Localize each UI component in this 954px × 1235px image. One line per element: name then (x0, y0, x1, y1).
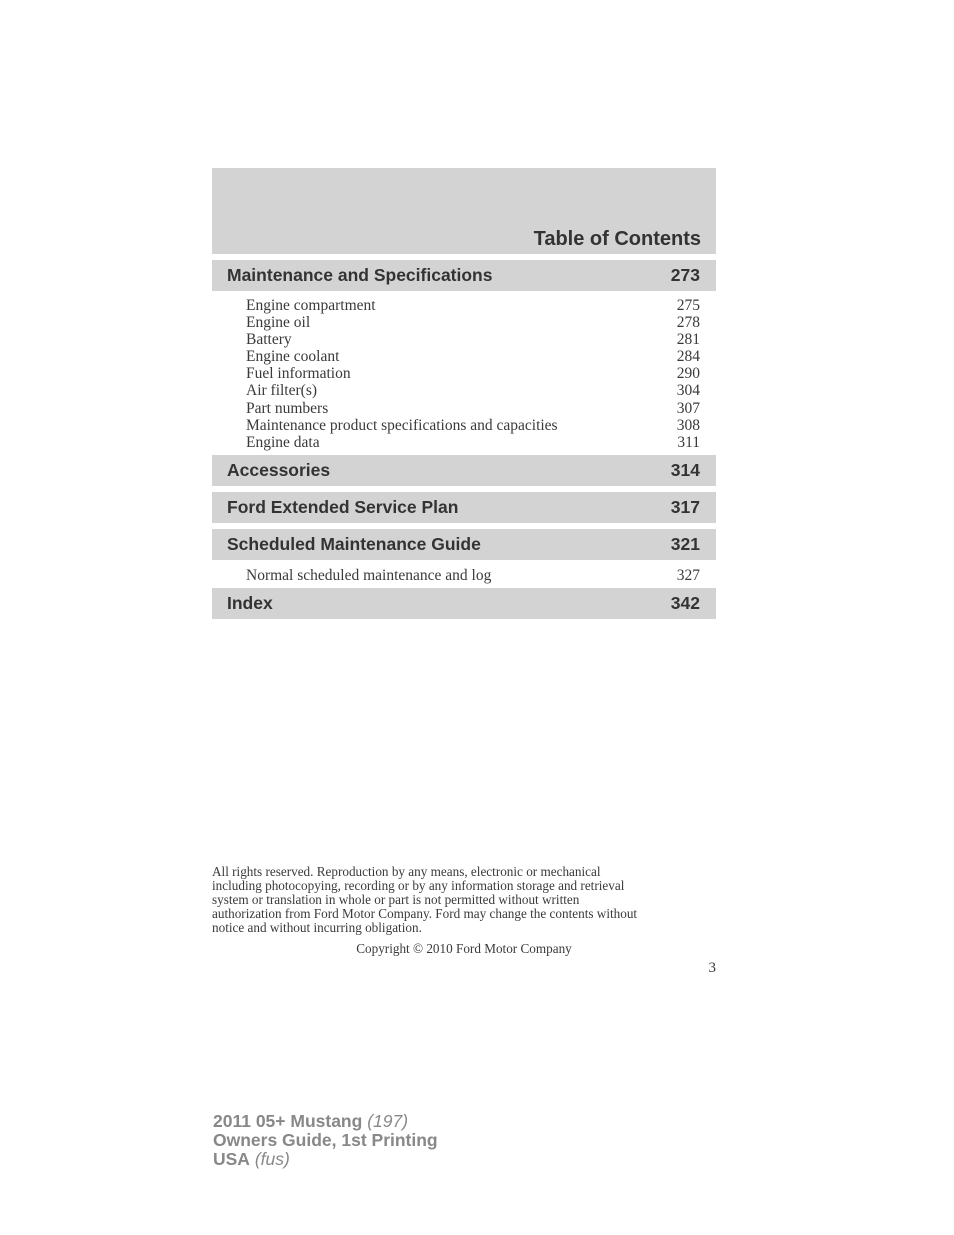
copyright: Copyright © 2010 Ford Motor Company (356, 941, 572, 956)
footer-market-code: (fus) (254, 1149, 290, 1169)
subitem-list (212, 560, 716, 588)
list-item[interactable]: Maintenance product specifications and capacities 308 (246, 416, 700, 434)
document-footer (213, 1112, 438, 1169)
section-page: 314 (670, 459, 700, 480)
footer-market: USA (213, 1149, 250, 1169)
section-title: Scheduled Maintenance Guide (227, 533, 481, 554)
section-title: Maintenance and Specifications (227, 265, 493, 285)
section-title: Ford Extended Service Plan (227, 496, 459, 517)
list-item[interactable]: Normal scheduled maintenance and log 327 (246, 566, 700, 584)
footer-model: 2011 05+ Mustang (213, 1111, 363, 1131)
list-item[interactable]: Engine compartment 275 (246, 297, 700, 314)
list-item[interactable]: Engine coolant 284 (246, 348, 700, 366)
list-item[interactable]: Battery 281 (246, 331, 700, 349)
list-item[interactable]: Part numbers 307 (246, 399, 700, 417)
section-page: 321 (670, 533, 700, 554)
footer-model-code: (197) (367, 1111, 409, 1131)
footer-guide: Owners Guide, 1st Printing (213, 1130, 438, 1150)
legal-notice: All rights reserved. Reproduction by any means, electronic or mechanical including photocopying, recording or by any information storage and retrieval system or translation in whole or part is not permitted without written authorization from Ford Motor Company. Ford may change the contents without notice and without incurring obligation. (212, 864, 638, 935)
toc-section-scheduled-maintenance[interactable] (212, 529, 716, 560)
list-item[interactable]: Engine data 311 (246, 433, 700, 451)
table-of-contents (212, 168, 716, 619)
toc-section-extended-service-plan[interactable] (212, 492, 716, 523)
list-item[interactable]: Fuel information 290 (246, 365, 700, 383)
toc-section-accessories[interactable] (212, 455, 716, 486)
section-page: 317 (670, 496, 700, 517)
toc-title: Table of Contents (533, 228, 701, 250)
subitem-list (212, 291, 716, 455)
page-number: 3 (708, 960, 716, 976)
list-item[interactable]: Air filter(s) 304 (246, 382, 700, 400)
toc-header (212, 168, 716, 254)
section-title: Accessories (227, 459, 331, 480)
section-title: Index (227, 592, 273, 613)
toc-section-index[interactable] (212, 588, 716, 619)
toc-section-maintenance[interactable] (212, 260, 716, 291)
section-page: 342 (670, 592, 700, 613)
section-page: 273 (670, 265, 700, 285)
list-item[interactable]: Engine oil 278 (246, 314, 700, 332)
